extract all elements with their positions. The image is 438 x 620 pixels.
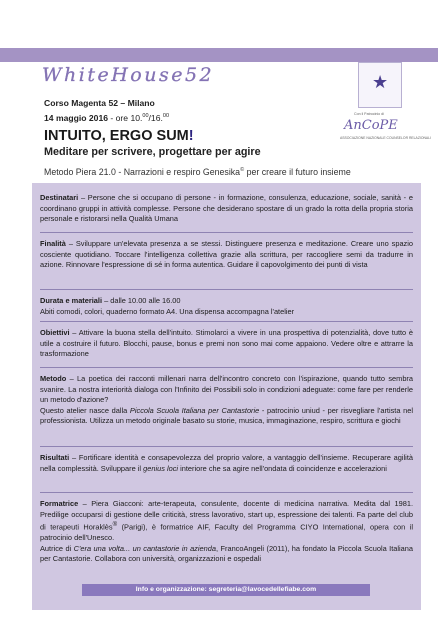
event-date-day: 14 maggio 2016 (44, 113, 109, 123)
sponsor-logo: AnCoPE (344, 118, 398, 133)
section-text-b: interiore che sa agire nell'ondata di coincidenze e accelerazioni (178, 463, 387, 473)
section-italic: genius loci (143, 463, 179, 473)
section-text: – Sviluppare un'elevata presenza a se stessi. Distinguere presenza e meditazione. Creare uno spazio cosciente quotidiano. Toccare l'intelligenza collettiva grazie alla scrittura, per raccogliere semi da tradurre in azione. Rinnovare l'espressione di sé in forma autentica. Guidare il capovolgimento dei punti di vista (40, 239, 413, 270)
section-text-a: – Fortificare identità e consapevolezza del proprio valore, a vantaggio dell'insieme. Recuperare agilità nella complessità. Sviluppare il (40, 453, 413, 473)
event-time-sup1: 00 (142, 113, 149, 120)
section-formatrice (40, 499, 413, 565)
sponsor-subtitle: ASSOCIAZIONE NAZIONALE COUNSELOR RELAZIONALI (340, 136, 432, 140)
section-risultati (40, 453, 413, 474)
method-line (44, 167, 351, 177)
divider (40, 321, 413, 322)
section-head: Destinatari (40, 193, 79, 202)
section-head: Obiettivi (40, 328, 70, 337)
section-italic: C'era una volta... un cantastorie in azienda (73, 543, 216, 553)
section-head: Risultati (40, 453, 70, 462)
method-line-prefix: Metodo Piera 21.0 - Narrazioni e respiro Genesika (44, 167, 241, 177)
section-text-c2: , FrancoAngeli (2011), ha fondato la Piccola Scuola Italiana per Cantastorie. Collabora con università, organizzazioni e ospedali (40, 543, 413, 564)
section-text: – Persone che si occupano di persone - in formazione, consulenza, educazione, sociale, sanità - e coordinano gruppi in attività complesse. Persone che desiderano spostare di un grado la rotta della propria storia personale e ristorarsi nella Qualità Umana (40, 193, 413, 224)
brand-logo: WhiteHouse52 (42, 64, 215, 86)
section-head: Durata e materiali (40, 296, 103, 305)
divider (40, 492, 413, 493)
divider (40, 446, 413, 447)
sponsor-emblem-icon (358, 62, 402, 108)
section-obiettivi (40, 328, 413, 360)
section-text: – La poetica dei racconti millenari narra dell'incontro concreto con l'ispirazione, quando tutto sembra svanire. La nostra interiorità dialoga con l'Infinito dei Possibili solo in condizioni adeguate: come fare per renderle un metodo d'azione? (40, 374, 413, 405)
section-finalita (40, 239, 413, 271)
page-subtitle: Meditare per scrivere, progettare per agire (44, 146, 261, 158)
star-icon: ★ (372, 72, 389, 93)
section-text: – Piera Giacconi: arte-terapeuta, consulente, docente di medicina narrativa. Medita dal 1981. Predilige occuparsi di gestione delle criticità, stress lavorativo, start up, espressione dei talenti. Fa parte del club di terapeuti Horaklès (40, 499, 413, 532)
page-title (44, 128, 194, 144)
section-text-a: Questo atelier nasce dalla (40, 405, 130, 415)
divider (40, 289, 413, 290)
divider (40, 232, 413, 233)
footer-info-text[interactable]: Info e organizzazione: segreteria@lavocedellefiabe.com (135, 586, 317, 593)
event-time-prefix: - ore 10. (108, 113, 143, 123)
event-date (44, 113, 169, 123)
section-durata (40, 296, 413, 317)
section-text-c1: Autrice di (40, 543, 74, 553)
section-head: Finalità (40, 239, 66, 248)
section-text: – Attivare la buona stella dell'intuito. Stimolarci a vivere in una prospettiva di potenzialità, dove tutto è utile a costruire il futuro. Blocchi, pause, bonus e premi non sono mai come appaiono. Vedere oltre e attrarre la trasformazione (40, 328, 413, 359)
section-text-b: (Parigi), è formatrice AIF, Faculty del Programma CIYO International, opera con il patrocinio dell'Unesco. (40, 522, 413, 543)
registered-mark: ® (112, 521, 118, 529)
section-metodo (40, 374, 413, 427)
event-time-sup2: 00 (162, 113, 170, 120)
page-title-text: INTUITO, ERGO SUM (44, 128, 189, 144)
section-text: Abiti comodi, colori, quaderno formato A4. Una dispensa accompagna l'atelier (40, 306, 295, 316)
sponsor-caption: Con il Patrocinio di (354, 112, 384, 116)
section-head: Formatrice (40, 499, 79, 508)
footer-info (82, 584, 370, 596)
event-time-mid: /16. (148, 113, 163, 123)
top-band (0, 48, 438, 62)
page-title-bang: ! (188, 128, 194, 144)
divider (40, 367, 413, 368)
method-line-suffix: per creare il futuro insieme (244, 167, 351, 177)
section-time: – dalle 10.00 alle 16.00 (102, 296, 181, 305)
section-head: Metodo (40, 374, 67, 383)
section-italic: Piccola Scuola Italiana per Cantastorie (129, 405, 260, 415)
copyright-mark: © (240, 167, 245, 174)
section-destinatari (40, 193, 413, 225)
section-text-b: - patrocinio uniud - per risvegliare l'artista nel professionista. Utilizza un metodo originale basato su storie, musica, immaginazione, respiro, scrittura e giochi (40, 405, 413, 426)
event-address: Corso Magenta 52 – Milano (44, 98, 155, 108)
